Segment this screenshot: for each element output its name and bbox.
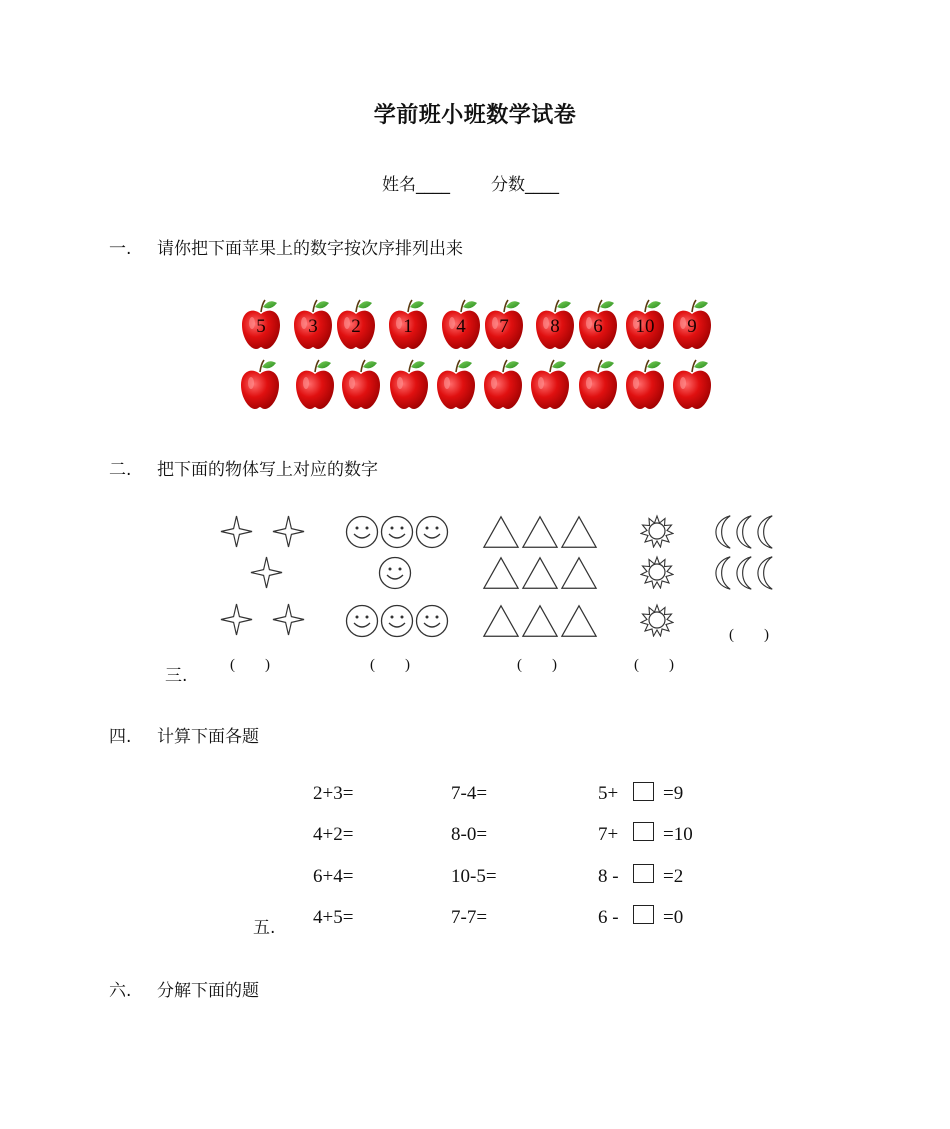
math-operand: 5+ <box>598 783 619 804</box>
smiley-icon <box>415 604 449 638</box>
section-6-text: 分解下面的题 <box>157 981 259 1001</box>
sun-icon <box>640 514 674 548</box>
apple-icon <box>389 358 429 410</box>
triangle-icon <box>560 514 598 550</box>
apple-icon <box>530 358 570 410</box>
answer-blank-star[interactable]: ( ) <box>230 657 270 673</box>
blank-apple[interactable] <box>625 358 665 410</box>
triangle-icon <box>560 555 598 591</box>
moon-icon <box>756 555 777 591</box>
smiley-icon <box>378 556 412 590</box>
apple-icon <box>483 358 523 410</box>
smiley-icon <box>345 515 379 549</box>
math-problem: 7-7= <box>451 907 488 928</box>
math-result: =0 <box>663 907 684 928</box>
apple-number: 5 <box>256 316 266 337</box>
numbered-apple <box>484 298 524 350</box>
apple-number: 10 <box>635 316 655 337</box>
numbered-apple <box>336 298 376 350</box>
smiley-icon <box>380 515 414 549</box>
blank-apple[interactable] <box>483 358 523 410</box>
apple-icon <box>295 358 335 410</box>
apple-icon <box>672 358 712 410</box>
smiley-icon <box>380 604 414 638</box>
section-2-number: 二. <box>109 460 132 480</box>
apple-number: 8 <box>550 316 560 337</box>
numbered-apple <box>241 298 281 350</box>
triangle-icon <box>482 555 520 591</box>
math-problem: 6+4= <box>313 866 354 887</box>
numbered-apple <box>625 298 665 350</box>
apple-icon <box>341 358 381 410</box>
triangle-icon <box>521 555 559 591</box>
blank-apple[interactable] <box>530 358 570 410</box>
math-operand: 7+ <box>598 824 619 845</box>
math-problem: 8-0= <box>451 824 488 845</box>
numbered-apple <box>441 298 481 350</box>
answer-blank-smiley[interactable]: ( ) <box>370 657 410 673</box>
math-problem: 7-4= <box>451 783 488 804</box>
moon-icon <box>756 514 777 550</box>
numbered-apple <box>578 298 618 350</box>
triangle-icon <box>482 603 520 639</box>
apple-number: 1 <box>403 316 413 337</box>
triangle-icon <box>560 603 598 639</box>
smiley-icon <box>345 604 379 638</box>
apple-number: 6 <box>593 316 603 337</box>
page-title: 学前班小班数学试卷 <box>373 103 577 128</box>
apple-icon <box>578 358 618 410</box>
answer-box[interactable] <box>633 905 654 924</box>
section-5-number: 五. <box>253 918 276 938</box>
answer-box[interactable] <box>633 822 654 841</box>
math-problem: 10-5= <box>451 866 497 887</box>
answer-box[interactable] <box>633 782 654 801</box>
star-icon <box>272 515 305 548</box>
moon-icon <box>735 555 756 591</box>
math-result: =10 <box>663 824 693 845</box>
numbered-apple <box>388 298 428 350</box>
numbered-apple <box>535 298 575 350</box>
sun-icon <box>640 603 674 637</box>
math-result: =2 <box>663 866 684 887</box>
apple-number: 9 <box>687 316 697 337</box>
math-result: =9 <box>663 783 684 804</box>
apple-icon <box>436 358 476 410</box>
math-operand: 6 - <box>598 907 619 928</box>
section-1-text: 请你把下面苹果上的数字按次序排列出来 <box>157 239 463 259</box>
apple-number: 2 <box>351 316 361 337</box>
blank-apple[interactable] <box>341 358 381 410</box>
section-6-number: 六. <box>109 981 132 1001</box>
sun-icon <box>640 555 674 589</box>
triangle-icon <box>482 514 520 550</box>
apple-number: 3 <box>308 316 318 337</box>
moon-icon <box>714 514 735 550</box>
score-field[interactable]: 分数____ <box>491 175 559 195</box>
math-problem: 4+5= <box>313 907 354 928</box>
math-problem: 4+2= <box>313 824 354 845</box>
star-icon <box>220 515 253 548</box>
moon-icon <box>735 514 756 550</box>
blank-apple[interactable] <box>672 358 712 410</box>
blank-apple[interactable] <box>578 358 618 410</box>
smiley-icon <box>415 515 449 549</box>
triangle-icon <box>521 603 559 639</box>
name-field[interactable]: 姓名____ <box>382 175 450 195</box>
section-4-text: 计算下面各题 <box>157 727 259 747</box>
blank-apple[interactable] <box>389 358 429 410</box>
triangle-icon <box>521 514 559 550</box>
moon-icon <box>714 555 735 591</box>
star-icon <box>272 603 305 636</box>
numbered-apple <box>293 298 333 350</box>
section-1-number: 一. <box>109 239 132 259</box>
math-problem: 2+3= <box>313 783 354 804</box>
numbered-apple <box>672 298 712 350</box>
section-4-number: 四. <box>109 727 132 747</box>
apple-number: 4 <box>456 316 466 337</box>
answer-blank-triangle[interactable]: ( ) <box>517 657 557 673</box>
answer-blank-moon[interactable]: ( ) <box>729 627 769 643</box>
answer-box[interactable] <box>633 864 654 883</box>
blank-apple[interactable] <box>295 358 335 410</box>
star-icon <box>250 556 283 589</box>
apple-icon <box>240 358 280 410</box>
apple-number: 7 <box>499 316 509 337</box>
blank-apple[interactable] <box>240 358 280 410</box>
answer-blank-sun[interactable]: ( ) <box>634 657 674 673</box>
section-2-text: 把下面的物体写上对应的数字 <box>157 460 378 480</box>
blank-apple[interactable] <box>436 358 476 410</box>
math-operand: 8 - <box>598 866 619 887</box>
star-icon <box>220 603 253 636</box>
section-3-number: 三. <box>165 666 188 686</box>
apple-icon <box>625 358 665 410</box>
